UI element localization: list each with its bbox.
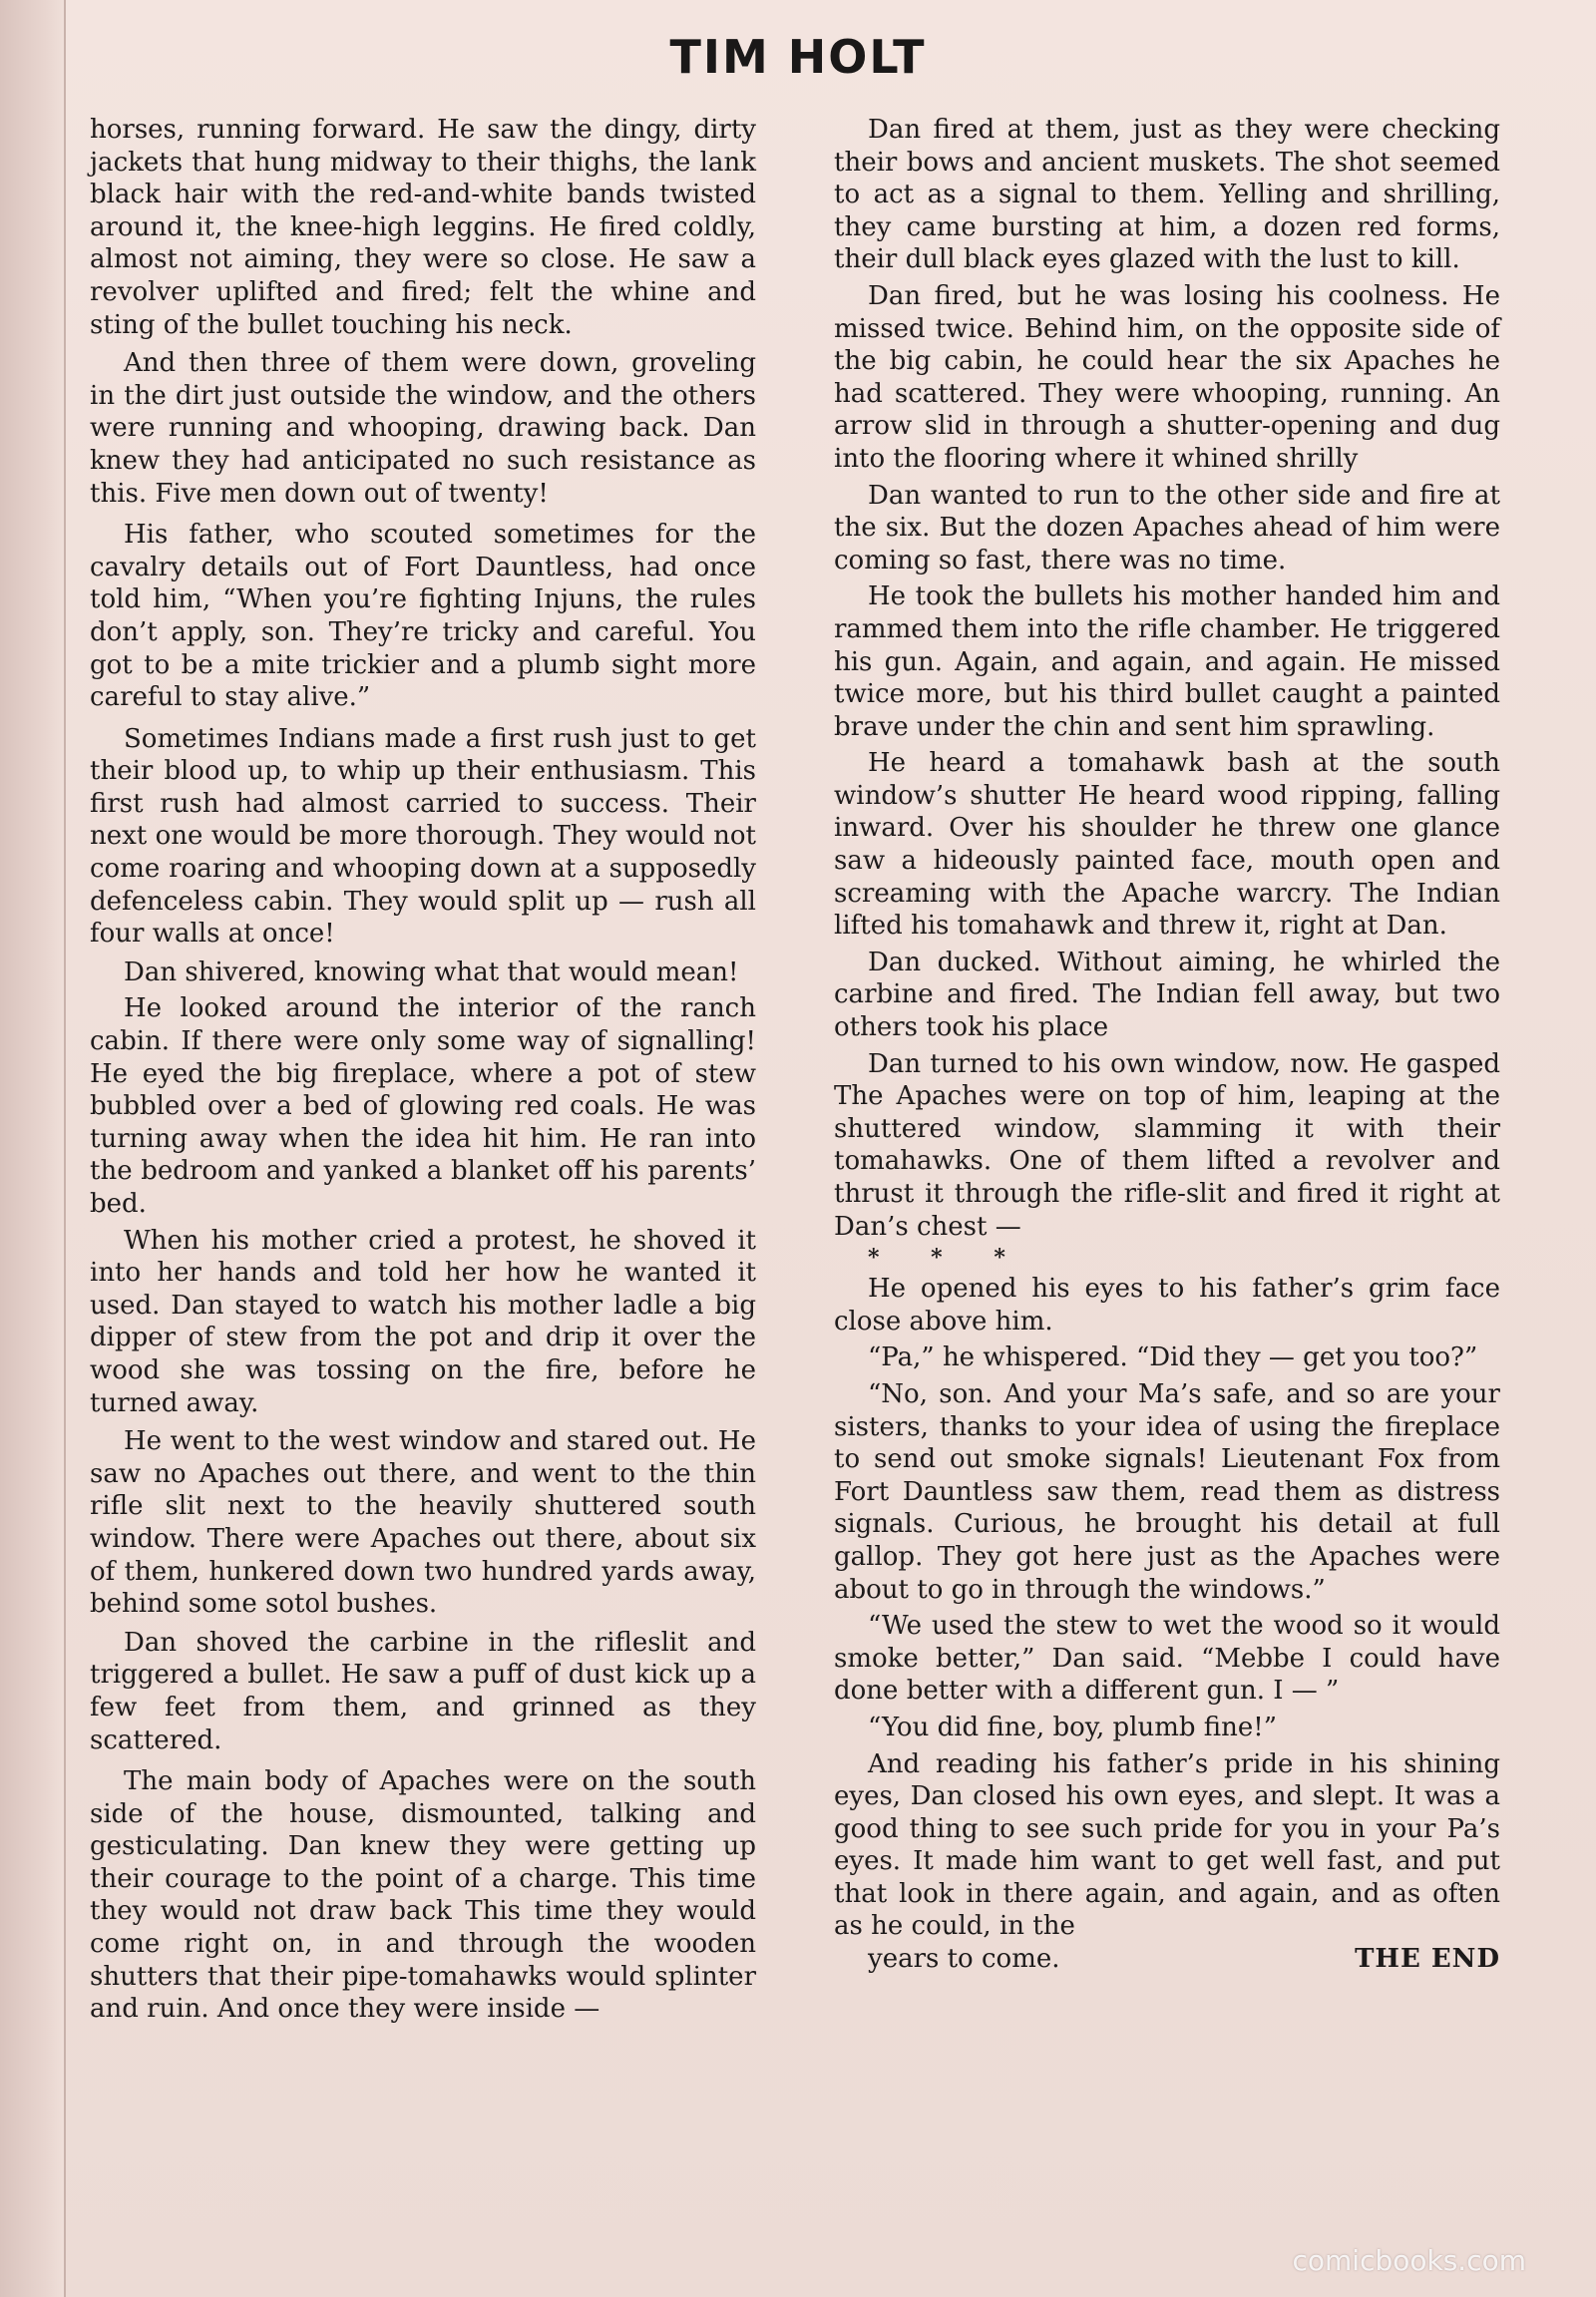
paragraph: Dan wanted to run to the other side and fire at the six. But the dozen Apaches ahead of him were coming so fast, there was no time.	[834, 480, 1500, 575]
closing-line: years to come.	[868, 1944, 1060, 1975]
paragraph: When his mother cried a protest, he shoved it into her hands and told her how he wanted it used. Dan stayed to watch his mother ladle a big dipper of stew from the pot and drip it over the wood she was tossing on the fire, before he turned away.	[90, 1225, 756, 1418]
paragraph: The main body of Apaches were on the south side of the house, dismounted, talking and gesticulating. Dan knew they were getting up their courage to the point of a charge. This time they would not draw back This time they would come right on, in and through the wooden shutters that their pipe-tomahawks would splinter and ruin. And once they were inside —	[90, 1766, 756, 2025]
paragraph: Dan fired, but he was losing his coolness. He missed twice. Behind him, on the opposite side of the big cabin, he could hear the six Apaches he had scattered. They were whooping, running. An arrow slid in through a shutter-opening and dug into the flooring where it whined shrilly	[834, 280, 1500, 474]
paragraph: He opened his eyes to his father’s grim face close above him.	[834, 1274, 1500, 1337]
paragraph: Dan turned to his own window, now. He gasped The Apaches were on top of him, leaping at the shuttered window, slamming it with their tomahawks. One of them lifted a revolver and thrust it through the rifle-slit and fired it right at Dan’s chest —	[834, 1048, 1500, 1242]
paragraph: His father, who scouted sometimes for the cavalry details out of Fort Dauntless, had once told him, “When you’re fighting Injuns, the rules don’t apply, son. They’re tricky and careful. You got to be a mite trickier and a plumb sight more careful to stay alive.”	[90, 520, 756, 713]
page-spine-shadow	[0, 0, 66, 2297]
paragraph: And then three of them were down, groveling in the dirt just outside the window, and the others were running and whooping, drawing back. Dan knew they had anticipated no such resistance as this. Five men down out of twenty!	[90, 348, 756, 509]
closing-line-row	[834, 1943, 1500, 1976]
section-break: * * *	[868, 1245, 1027, 1272]
paragraph: He took the bullets his mother handed him and rammed them into the rifle chamber. He triggered his gun. Again, and again, and again. He missed twice more, but his third bullet caught a painted brave under the chin and sent him sprawling.	[834, 581, 1500, 742]
paragraph: “You did fine, boy, plumb fine!”	[868, 1712, 1277, 1742]
paragraph: And reading his father’s pride in his shining eyes, Dan closed his own eyes, and slept. It was a good thing to see such pride for you in your Pa’s eyes. It made him want to get well fast, and put that look in there again, and again, and as often as he could, in the	[834, 1748, 1500, 1942]
paragraph: Dan shivered, knowing what that would mean!	[124, 957, 739, 987]
paragraph: Dan ducked. Without aiming, he whirled the carbine and fired. The Indian fell away, but two others took his place	[834, 947, 1500, 1043]
paragraph: He went to the west window and stared out. He saw no Apaches out there, and went to the thin rifle slit next to the heavily shuttered south window. There were Apaches out there, about six of them, hunkered down two hundred yards away, behind some sotol bushes.	[90, 1426, 756, 1620]
paragraph: He looked around the interior of the ranch cabin. If there were only some way of signalling! He eyed the big fireplace, where a pot of stew bubbled over a bed of glowing red coals. He was turning away when the idea hit him. He ran into the bedroom and yanked a blanket off his parents’ bed.	[90, 993, 756, 1219]
paragraph: “We used the stew to wet the wood so it would smoke better,” Dan said. “Mebbe I could have done better with a different gun. I — ”	[834, 1611, 1500, 1707]
right-column	[834, 114, 1500, 1976]
paragraph: “Pa,” he whispered. “Did they — get you too?”	[868, 1342, 1478, 1373]
paragraph: Dan shoved the carbine in the rifleslit and triggered a bullet. He saw a puff of dust kick up a few feet from them, and grinned as they scattered.	[90, 1627, 756, 1755]
paragraph: “No, son. And your Ma’s safe, and so are your sisters, thanks to your idea of using the fireplace to send out smoke signals! Lieutenant Fox from Fort Dauntless saw them, read them as distress signals. Curious, he brought his detail at full gallop. They got here just as the Apaches were about to go in through the windows.”	[834, 1378, 1500, 1605]
left-column	[90, 114, 756, 2026]
paragraph: horses, running forward. He saw the dingy, dirty jackets that hung midway to their thighs, the lank black hair with the red-and-white bands twisted around it, the knee-high leggins. He fired coldly, almost not aiming, they were so close. He saw a revolver uplifted and fired; felt the whine and sting of the bullet touching his neck.	[90, 115, 756, 340]
the-end-label: THE END	[1355, 1944, 1500, 1975]
paragraph: Dan fired at them, just as they were checking their bows and ancient muskets. The shot seemed to act as a signal to them. Yelling and shrilling, they came bursting at him, a dozen red forms, their dull black eyes glazed with the lust to kill.	[834, 115, 1500, 275]
watermark: comicbooks.com	[1292, 2244, 1526, 2277]
paragraph: He heard a tomahawk bash at the south window’s shutter He heard wood ripping, falling inward. Over his shoulder he threw one glance saw a hideously painted face, mouth open and screaming with the Apache warcry. The Indian lifted his tomahawk and threw it, right at Dan.	[834, 748, 1500, 942]
page-title: TIM HOLT	[669, 30, 927, 84]
paragraph: Sometimes Indians made a first rush just to get their blood up, to whip up their enthusiasm. This first rush had almost carried to success. Their next one would be more thorough. They would not come roaring and whooping down at a supposedly defenceless cabin. They would split up — rush all four walls at once!	[90, 723, 756, 950]
